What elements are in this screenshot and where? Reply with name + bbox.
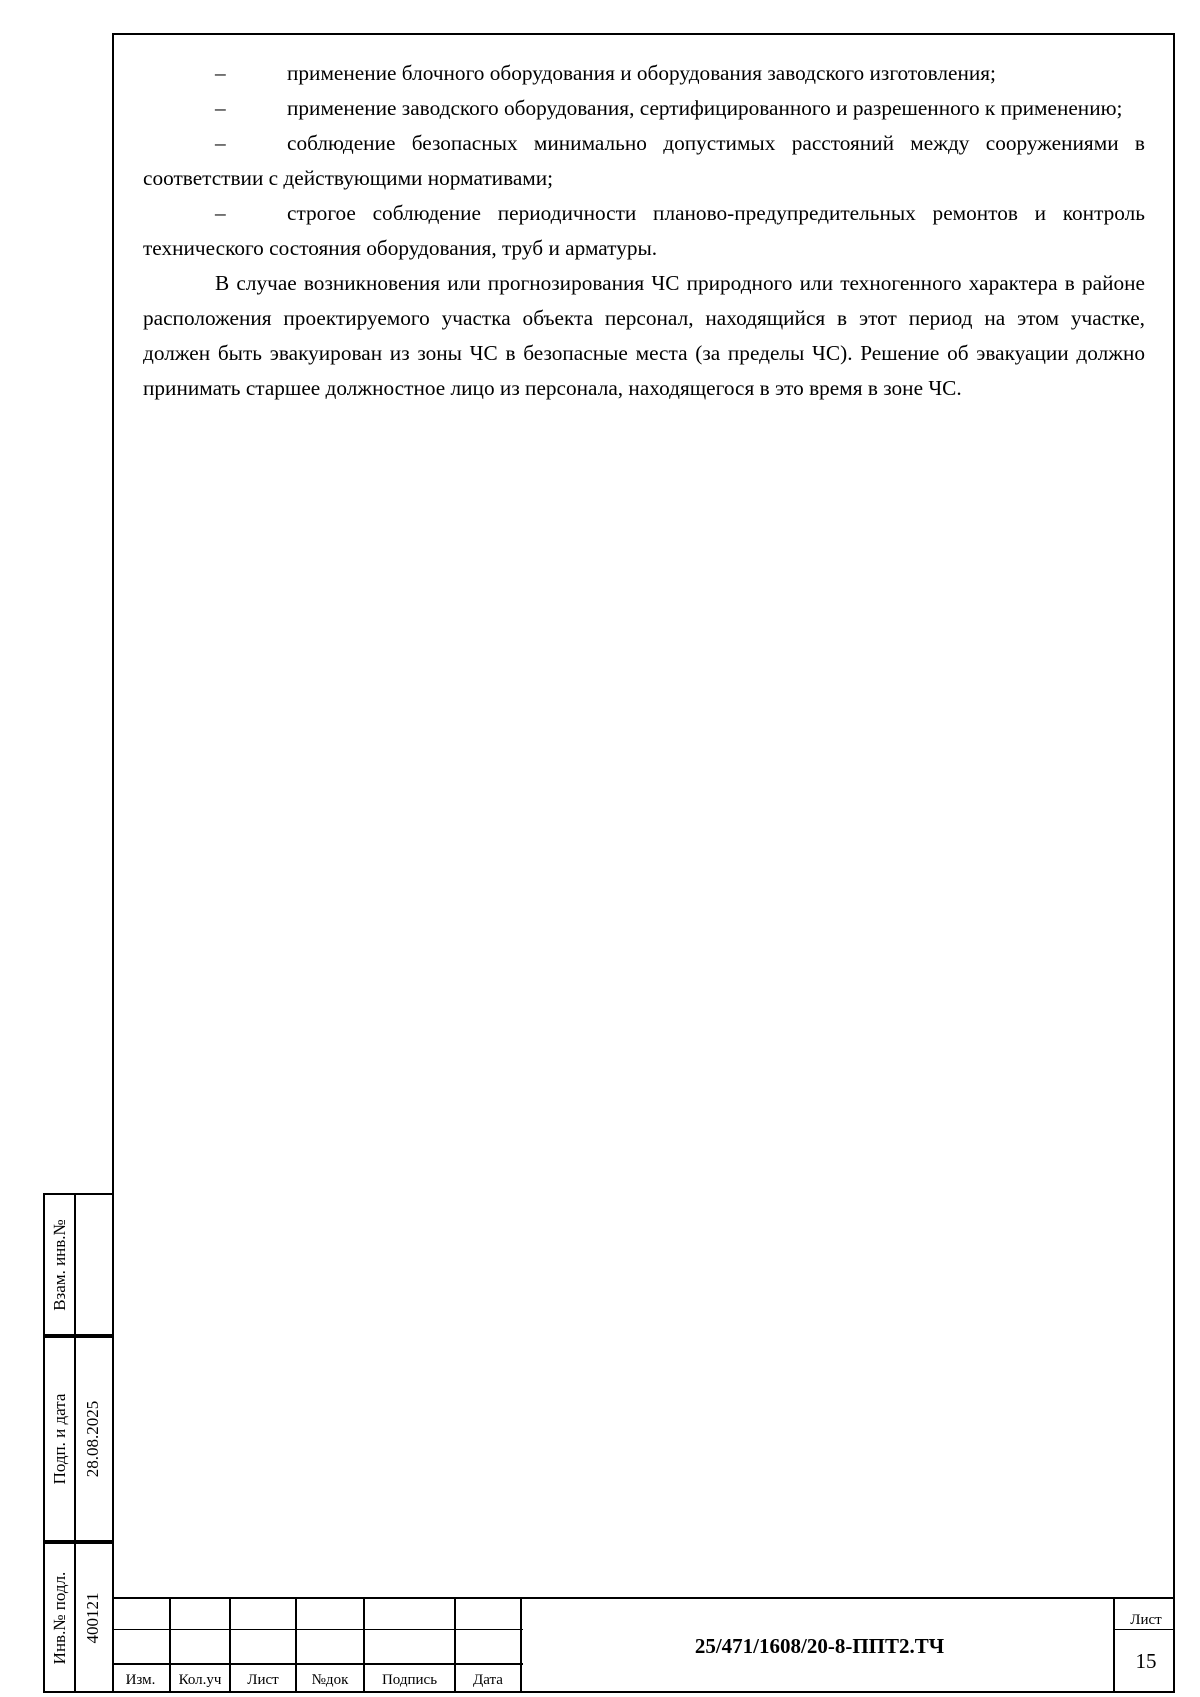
bullet-item <box>143 56 1145 91</box>
podp-label-cell <box>45 1338 76 1540</box>
bullet-marker: – <box>215 61 226 85</box>
vzam-value-cell <box>74 1195 112 1334</box>
col-izm: Изм. <box>125 1671 156 1688</box>
col-ndok: №док <box>311 1671 349 1688</box>
title-block <box>112 1597 1175 1693</box>
bullet-marker: – <box>215 131 226 155</box>
bullet-item <box>143 126 1145 196</box>
col-list: Лист <box>247 1671 279 1688</box>
bullet-text: применение блочного оборудования и оборудования заводского изготовления; <box>287 61 996 85</box>
document-body <box>143 56 1145 406</box>
vzam-label-cell <box>45 1195 76 1334</box>
side-stamp-podp <box>43 1336 112 1542</box>
sheet-number: 15 <box>1135 1648 1157 1673</box>
side-stamp-vzam <box>43 1193 112 1336</box>
podp-value-cell <box>74 1338 112 1540</box>
evacuation-paragraph: В случае возникновения или прогнозирования ЧС природного или техногенного характера в районе расположения проектируемого участка объекта персонал, находящийся в этот период на этом участке, должен быть эвакуирован из зоны ЧС в безопасные места (за пределы ЧС). Решение об эвакуации должно принимать старшее должностное лицо из персонала, находящегося в это время в зоне ЧС. <box>143 271 1145 400</box>
bullet-text: строгое соблюдение периодичности планово-предупредительных ремонтов и контроль технического состояния оборудования, труб и арматуры. <box>143 201 1145 260</box>
inv-label-cell <box>45 1544 76 1691</box>
col-kol-uch: Кол.уч <box>178 1671 222 1688</box>
vzam-label: Взам. инв.№ <box>49 1218 69 1311</box>
bullet-text: применение заводского оборудования, сертифицированного и разрешенного к применению; <box>287 96 1123 120</box>
col-podpis: Подпись <box>381 1671 438 1688</box>
inv-value: 400121 <box>83 1592 102 1643</box>
bullet-item <box>143 91 1145 126</box>
row-divider <box>112 1629 523 1630</box>
sheet-label: Лист <box>1130 1612 1162 1628</box>
col-data: Дата <box>473 1671 503 1688</box>
column-divider <box>520 1599 522 1693</box>
bullet-text: соблюдение безопасных минимально допустимых расстояний между сооружениями в соответствии с действующими нормативами; <box>143 131 1145 190</box>
bullet-marker: – <box>215 201 226 225</box>
inv-label: Инв.№ подл. <box>49 1571 69 1664</box>
bullet-marker: – <box>215 96 226 120</box>
bullet-item <box>143 196 1145 266</box>
document-code: 25/471/1608/20-8-ППТ2.ТЧ <box>694 1633 945 1658</box>
inv-value-cell <box>74 1544 112 1691</box>
side-stamp-inv <box>43 1542 112 1693</box>
podp-value: 28.08.2025 <box>83 1400 102 1478</box>
podp-label: Подп. и дата <box>49 1393 69 1485</box>
